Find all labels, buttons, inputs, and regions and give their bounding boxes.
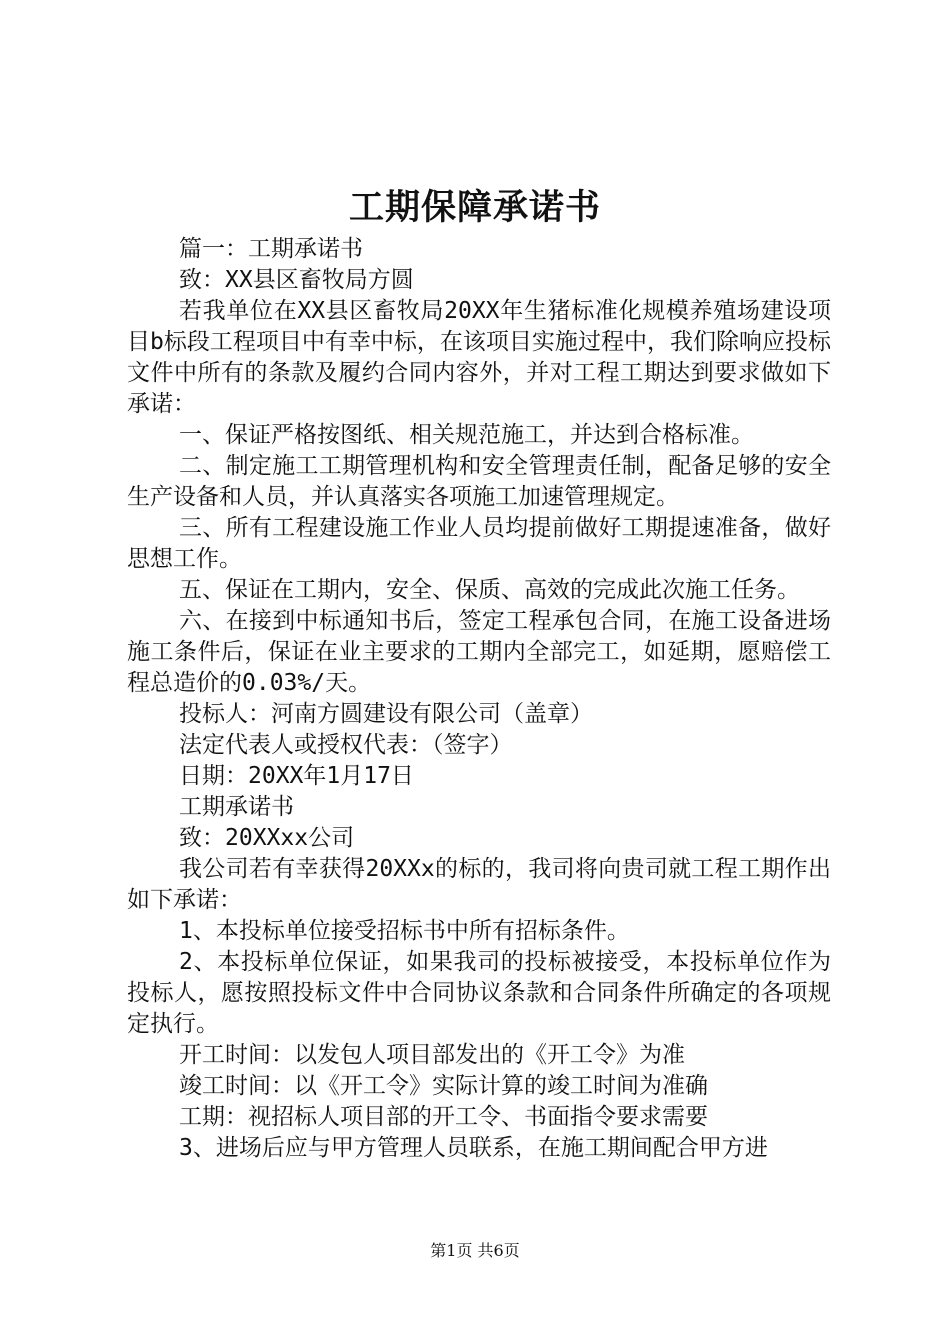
page-number-footer: 第1页 共6页 xyxy=(430,1241,520,1260)
paragraph: 3、进场后应与甲方管理人员联系，在施工期间配合甲方进 xyxy=(179,1135,768,1161)
paragraph: 三、所有工程建设施工作业人员均提前做好工期提速准备，做好思想工作。 xyxy=(127,515,831,572)
paragraph: 我公司若有幸获得20XXx的标的，我司将向贵司就工程工期作出如下承诺： xyxy=(127,856,831,913)
paragraph: 五、保证在工期内，安全、保质、高效的完成此次施工任务。 xyxy=(179,577,800,603)
paragraph: 致：XX县区畜牧局方圆 xyxy=(179,267,414,293)
paragraph: 工期承诺书 xyxy=(179,794,294,820)
paragraph: 一、保证严格按图纸、相关规范施工，并达到合格标准。 xyxy=(179,422,754,448)
paragraph: 致：20XXxx公司 xyxy=(179,825,355,851)
paragraph: 篇一：工期承诺书 xyxy=(179,236,363,262)
paragraph: 竣工时间：以《开工令》实际计算的竣工时间为准确 xyxy=(179,1073,708,1099)
paragraph: 2、本投标单位保证，如果我司的投标被接受，本投标单位作为投标人，愿按照投标文件中合同协议条款和合同条件所确定的各项规定执行。 xyxy=(127,949,831,1037)
paragraph: 投标人：河南方圆建设有限公司（盖章） xyxy=(179,701,593,727)
paragraph: 1、本投标单位接受招标书中所有招标条件。 xyxy=(179,918,630,944)
paragraph: 若我单位在XX县区畜牧局20XX年生猪标准化规模养殖场建设项目b标段工程项目中有幸中标，在该项目实施过程中，我们除响应投标文件中所有的条款及履约合同内容外，并对工程工期达到要求做如下承诺： xyxy=(127,298,831,417)
document-body xyxy=(127,234,831,1164)
paragraph: 日期：20XX年1月17日 xyxy=(179,763,414,789)
paragraph: 法定代表人或授权代表：（签字） xyxy=(179,732,513,758)
paragraph: 工期：视招标人项目部的开工令、书面指令要求需要 xyxy=(179,1104,708,1130)
document-title: 工期保障承诺书 xyxy=(348,187,601,228)
paragraph: 二、制定施工工期管理机构和安全管理责任制，配备足够的安全生产设备和人员，并认真落实各项施工加速管理规定。 xyxy=(127,453,831,510)
paragraph: 六、在接到中标通知书后，签定工程承包合同，在施工设备进场施工条件后，保证在业主要求的工期内全部完工，如延期，愿赔偿工程总造价的0.03%/天。 xyxy=(127,608,831,696)
paragraph: 开工时间：以发包人项目部发出的《开工令》为准 xyxy=(179,1042,685,1068)
